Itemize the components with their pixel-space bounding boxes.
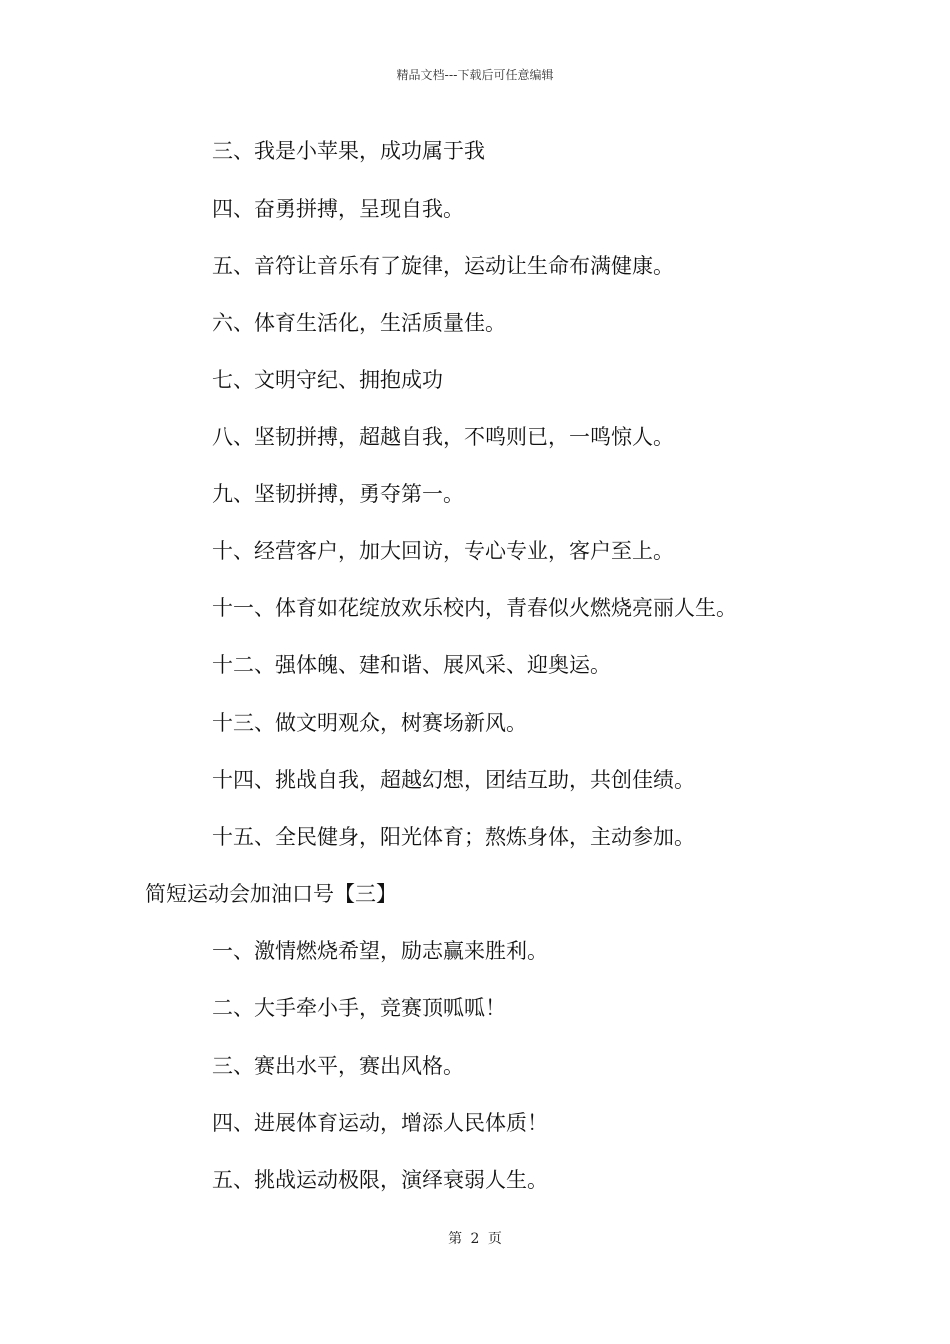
slogan-line: 五、音符让音乐有了旋律，运动让生命布满健康。 — [212, 254, 674, 278]
slogan-line: 十三、做文明观众，树赛场新风。 — [212, 711, 527, 735]
slogan-line: 六、体育生活化，生活质量佳。 — [212, 311, 506, 335]
slogan-line: 十一、体育如花绽放欢乐校内，青春似火燃烧亮丽人生。 — [212, 596, 737, 620]
slogan-line: 四、进展体育运动，增添人民体质！ — [212, 1111, 548, 1135]
section-heading: 简短运动会加油口号【三】 — [145, 882, 397, 906]
slogan-line: 四、奋勇拼搏，呈现自我。 — [212, 197, 464, 221]
page-suffix: 页 — [487, 1231, 502, 1247]
slogan-line: 十二、强体魄、建和谐、展风采、迎奥运。 — [212, 653, 611, 677]
page-header: 精品文档---下载后可任意编辑 — [396, 68, 554, 82]
slogan-line: 三、我是小苹果，成功属于我 — [212, 139, 485, 163]
slogan-line: 三、赛出水平，赛出风格。 — [212, 1054, 464, 1078]
page-number: 2 — [470, 1231, 480, 1247]
slogan-line: 五、挑战运动极限，演绎衰弱人生。 — [212, 1168, 548, 1192]
page-prefix: 第 — [448, 1231, 463, 1247]
slogan-line: 九、坚韧拼搏，勇夺第一。 — [212, 482, 464, 506]
slogan-line: 七、文明守纪、拥抱成功 — [212, 368, 443, 392]
page-footer — [0, 1228, 950, 1248]
slogan-line: 十五、全民健身，阳光体育；熬炼身体，主动参加。 — [212, 825, 695, 849]
slogan-line: 十四、挑战自我，超越幻想，团结互助，共创佳绩。 — [212, 768, 695, 792]
slogan-line: 十、经营客户，加大回访，专心专业，客户至上。 — [212, 539, 674, 563]
slogan-line: 二、大手牵小手，竞赛顶呱呱！ — [212, 996, 506, 1020]
slogan-line: 一、激情燃烧希望，励志赢来胜利。 — [212, 939, 548, 963]
slogan-line: 八、坚韧拼搏，超越自我，不鸣则已，一鸣惊人。 — [212, 425, 674, 449]
